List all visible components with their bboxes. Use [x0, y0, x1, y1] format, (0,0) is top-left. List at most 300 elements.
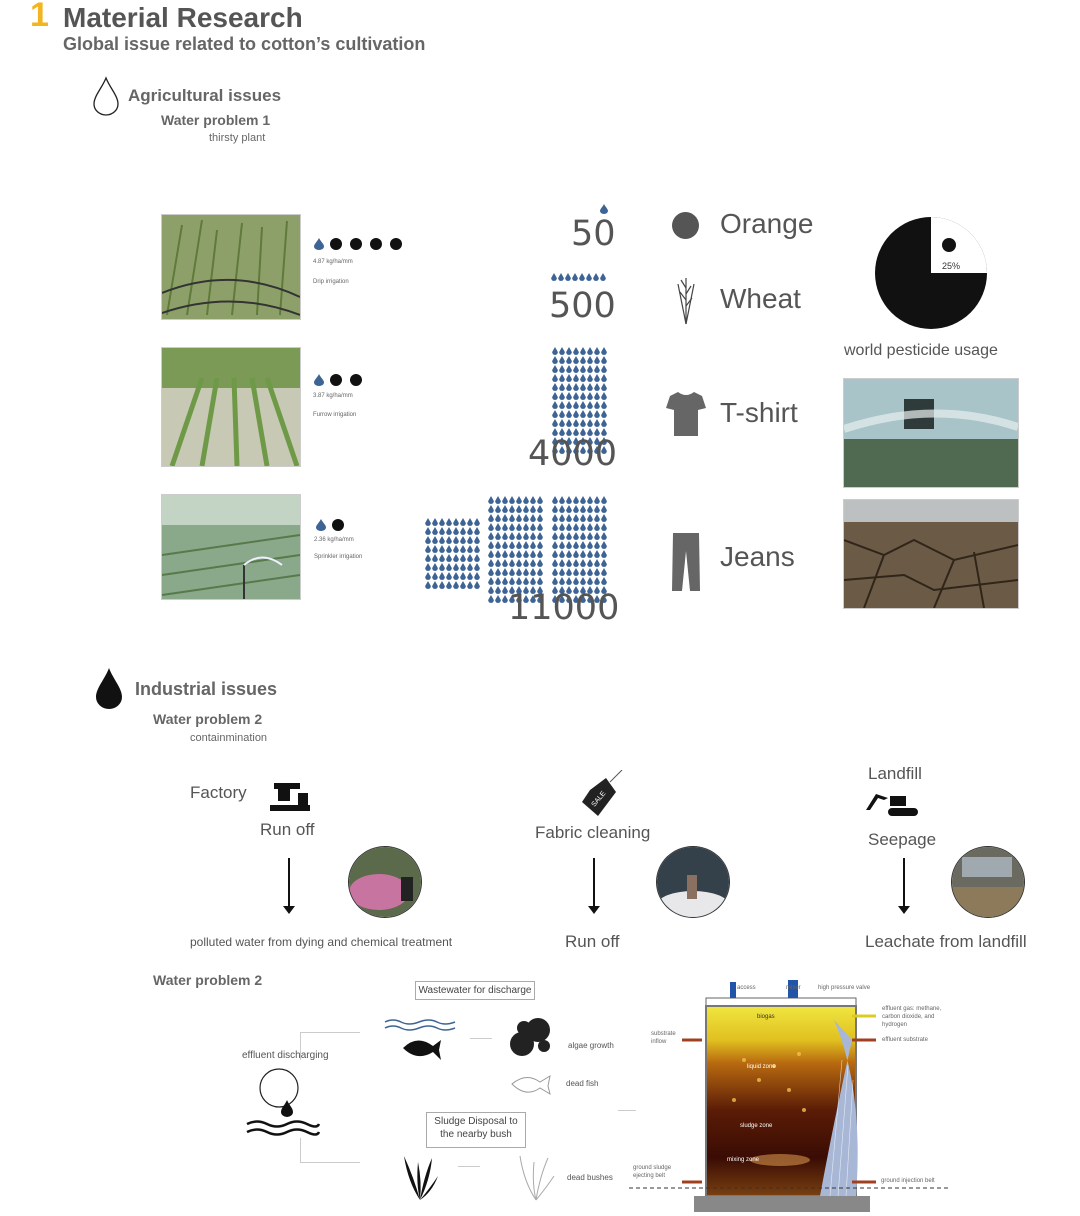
- water-drops-11000-b: [488, 496, 543, 603]
- water-drop-icon: [601, 374, 607, 382]
- water-drop-icon: [530, 568, 536, 576]
- water-drop-icon: [566, 374, 572, 382]
- sprinkler-irrigation-photo: [161, 494, 301, 600]
- count-tshirt: 4000: [528, 434, 618, 474]
- connector-line: [458, 1166, 480, 1167]
- water-drop-icon: [573, 532, 579, 540]
- water-drop-icon: [460, 536, 466, 544]
- water-drop-icon: [502, 505, 508, 513]
- water-drop-icon: [439, 536, 445, 544]
- water-drop-icon: [516, 532, 522, 540]
- water-drop-icon: [523, 496, 529, 504]
- water-drop-icon: [460, 518, 466, 526]
- water-drop-icon: [523, 568, 529, 576]
- pesticide-spraying-photo: [843, 378, 1019, 488]
- count-wheat: 500: [549, 286, 616, 326]
- water-drop-icon: [573, 374, 579, 382]
- factory-label: Factory: [190, 783, 247, 802]
- water-drop-icon: [587, 410, 593, 418]
- water-drop-icon: [587, 496, 593, 504]
- dead-fish-icon: [510, 1070, 552, 1096]
- water-drop-icon: [523, 559, 529, 567]
- flow-arrow: [903, 858, 905, 912]
- water-drop-icon: [573, 505, 579, 513]
- water-drop-icon: [552, 383, 558, 391]
- water-drop-icon: [594, 541, 600, 549]
- water-drop-icon: [509, 505, 515, 513]
- pie-caption: world pesticide usage: [844, 342, 998, 359]
- industrial-note: containmination: [190, 732, 268, 744]
- water-drop-icon: [559, 550, 565, 558]
- water-drop-icon: [587, 392, 593, 400]
- furrow-irrigation-photo: [161, 347, 301, 467]
- water-drop-icon: [566, 419, 572, 427]
- water-drop-icon: [552, 514, 558, 522]
- water-drop-icon: [314, 238, 324, 250]
- water-drop-icon: [559, 392, 565, 400]
- landfill-photo: [951, 846, 1025, 918]
- water-drop-icon: [425, 572, 431, 580]
- water-drop-icon: [601, 419, 607, 427]
- water-drop-icon: [523, 577, 529, 585]
- water-drop-icon: [580, 356, 586, 364]
- water-drop-icon: [600, 273, 606, 281]
- water-drop-icon: [446, 554, 452, 562]
- problem2-heading: Water problem 2: [153, 972, 263, 988]
- water-drop-icon: [467, 545, 473, 553]
- dg-access: access: [737, 985, 756, 991]
- water-drop-icon: [587, 347, 593, 355]
- water-drop-icon: [587, 532, 593, 540]
- water-drop-icon: [594, 505, 600, 513]
- sprinkler-value: 2.36 kg/ha/mm: [314, 537, 354, 543]
- water-drops-11000-c: [552, 496, 607, 603]
- water-drop-icon: [474, 518, 480, 526]
- water-drop-icon: [580, 347, 586, 355]
- water-drop-icon: [580, 392, 586, 400]
- cotton-ball-icon: [330, 238, 342, 250]
- item-tshirt: T-shirt: [720, 397, 798, 428]
- dg-gas: effluent gas: methane, carbon dioxide, and hydrogen: [882, 1006, 942, 1028]
- water-drop-icon: [439, 554, 445, 562]
- sludge-box: Sludge Disposal to the nearby bush: [426, 1112, 526, 1148]
- water-drop-icon: [446, 518, 452, 526]
- water-drop-icon: [537, 577, 543, 585]
- cotton-ball-icon: [942, 238, 956, 252]
- water-drop-icon: [580, 541, 586, 549]
- water-drop-icon: [552, 523, 558, 531]
- water-drop-icon: [488, 505, 494, 513]
- item-jeans: Jeans: [720, 541, 795, 572]
- water-drop-icon: [580, 523, 586, 531]
- drip-icon-row: [314, 238, 414, 252]
- water-drop-icon: [495, 505, 501, 513]
- water-drop-icon: [580, 374, 586, 382]
- water-drop-icon: [530, 577, 536, 585]
- water-drop-icon: [580, 505, 586, 513]
- water-drops-11000-a: [425, 518, 480, 589]
- water-drop-icon: [573, 401, 579, 409]
- water-drop-icon: [509, 532, 515, 540]
- water-drop-icon: [502, 541, 508, 549]
- water-drop-icon: [566, 568, 572, 576]
- water-drop-icon: [566, 496, 572, 504]
- water-drop-icon: [601, 392, 607, 400]
- water-drop-icon: [594, 514, 600, 522]
- water-drop-icon: [601, 505, 607, 513]
- water-drop-icon: [432, 563, 438, 571]
- furrow-type: Furrow irrigation: [313, 412, 357, 418]
- water-drop-icon: [566, 383, 572, 391]
- water-drop-icon: [495, 586, 501, 594]
- water-drop-icon: [594, 356, 600, 364]
- dead-bushes-label: dead bushes: [567, 1173, 613, 1182]
- water-drop-icon: [474, 536, 480, 544]
- water-drop-icon: [523, 541, 529, 549]
- water-drop-icon: [446, 536, 452, 544]
- water-drop-icon: [587, 505, 593, 513]
- water-drop-icon: [587, 523, 593, 531]
- drip-type: Drip irrigation: [313, 279, 349, 285]
- water-drop-icon: [488, 514, 494, 522]
- water-drop-icon: [516, 559, 522, 567]
- water-drop-icon: [432, 581, 438, 589]
- water-drop-icon: [600, 204, 608, 214]
- water-drop-icon: [530, 550, 536, 558]
- water-drop-icon: [573, 541, 579, 549]
- water-drop-icon: [425, 581, 431, 589]
- water-drop-icon: [594, 392, 600, 400]
- water-drop-icon: [594, 550, 600, 558]
- water-drop-icon: [474, 545, 480, 553]
- water-drop-icon: [587, 550, 593, 558]
- water-drop-icon: [594, 347, 600, 355]
- water-drop-icon: [530, 532, 536, 540]
- water-drop-icon: [537, 523, 543, 531]
- water-drop-icon: [587, 559, 593, 567]
- water-drop-icon: [587, 568, 593, 576]
- water-drop-icon: [552, 347, 558, 355]
- water-drop-icon: [425, 545, 431, 553]
- item-orange: Orange: [720, 208, 814, 239]
- water-drop-icon: [573, 347, 579, 355]
- water-drop-icon: [580, 419, 586, 427]
- water-drop-icon: [432, 536, 438, 544]
- water-drop-icon: [488, 523, 494, 531]
- water-drop-icon: [572, 273, 578, 281]
- water-drop-icon: [580, 383, 586, 391]
- dg-ground-eject: ground sludge ejecting belt: [633, 1165, 672, 1179]
- water-drop-icon: [537, 568, 543, 576]
- water-drop-icon: [453, 545, 459, 553]
- water-drop-icon: [594, 523, 600, 531]
- water-drop-icon: [601, 559, 607, 567]
- water-drop-icon: [488, 577, 494, 585]
- water-drop-icon: [460, 572, 466, 580]
- water-drop-icon: [566, 392, 572, 400]
- water-drop-icon: [601, 347, 607, 355]
- orange-icon: [672, 212, 699, 239]
- dg-mixing: mixing zone: [727, 1157, 760, 1163]
- page-subtitle: Global issue related to cotton’s cultivation: [63, 34, 426, 54]
- industrial-heading: Industrial issues: [135, 679, 278, 699]
- water-drop-icon: [586, 273, 592, 281]
- water-drop-icon: [573, 496, 579, 504]
- dg-biogas: biogas: [757, 1014, 775, 1020]
- water-drop-icon: [509, 496, 515, 504]
- water-drop-icon: [566, 514, 572, 522]
- water-drop-icon: [516, 523, 522, 531]
- water-drop-icon: [516, 541, 522, 549]
- water-drop-icon: [566, 505, 572, 513]
- water-drop-icon: [502, 568, 508, 576]
- water-drop-icon: [488, 541, 494, 549]
- water-drop-icon: [537, 496, 543, 504]
- water-drop-icon: [559, 347, 565, 355]
- water-drop-icon: [509, 550, 515, 558]
- water-drop-icon: [593, 273, 599, 281]
- dg-ground-inj: ground injection belt: [881, 1178, 935, 1184]
- water-drop-icon: [594, 383, 600, 391]
- water-drop-icon: [446, 563, 452, 571]
- water-drop-icon: [594, 568, 600, 576]
- water-drop-icon: [495, 514, 501, 522]
- water-drop-icon: [558, 273, 564, 281]
- dead-fish-label: dead fish: [566, 1079, 599, 1088]
- water-drop-icon: [565, 273, 571, 281]
- water-drop-icon: [573, 419, 579, 427]
- water-drop-icon: [523, 514, 529, 522]
- water-drop-icon: [587, 383, 593, 391]
- water-drop-icon: [601, 356, 607, 364]
- water-drop-icon: [488, 550, 494, 558]
- water-drop-icon: [425, 527, 431, 535]
- water-drop-icon: [530, 559, 536, 567]
- water-drop-icon: [523, 550, 529, 558]
- wastewater-box: Wastewater for discharge: [415, 981, 535, 1000]
- water-drop-icon: [559, 356, 565, 364]
- jeans-icon: [671, 533, 701, 591]
- sale-tag-icon: [578, 770, 624, 820]
- water-drop-icon: [509, 577, 515, 585]
- water-drop-icon: [495, 532, 501, 540]
- water-drop-icon: [467, 563, 473, 571]
- water-drop-icon: [601, 383, 607, 391]
- drip-irrigation-photo: [161, 214, 301, 320]
- fabric-cleaning-photo: [656, 846, 730, 918]
- water-drop-icon: [474, 527, 480, 535]
- water-drop-icon: [460, 554, 466, 562]
- water-drop-icon: [601, 532, 607, 540]
- water-drop-icon: [601, 523, 607, 531]
- water-drop-icon: [446, 545, 452, 553]
- water-drop-icon: [488, 559, 494, 567]
- water-drop-icon: [467, 527, 473, 535]
- water-drop-icon: [425, 554, 431, 562]
- water-drop-icon: [439, 581, 445, 589]
- connector-line: [300, 1032, 360, 1033]
- water-drop-icon: [439, 518, 445, 526]
- water-drop-icon: [502, 532, 508, 540]
- water-drop-icon: [446, 581, 452, 589]
- water-drop-icon: [537, 550, 543, 558]
- water-drop-icon: [530, 523, 536, 531]
- water-drop-icon: [537, 532, 543, 540]
- landfill-label: Landfill: [868, 764, 922, 783]
- water-drop-icon: [516, 577, 522, 585]
- dg-hpv: high pressure valve: [818, 985, 871, 991]
- water-drop-icon: [580, 410, 586, 418]
- water-drop-icon: [594, 401, 600, 409]
- water-drop-icon: [587, 356, 593, 364]
- water-drop-icon: [552, 374, 558, 382]
- water-drop-icon: [580, 365, 586, 373]
- effluent-label: effluent discharging: [242, 1050, 329, 1061]
- water-drop-icon: [587, 365, 593, 373]
- drip-value: 4.87 kg/ha/mm: [313, 259, 353, 265]
- water-drop-icon: [601, 541, 607, 549]
- water-drop-icon: [432, 527, 438, 535]
- water-drop-icon: [509, 541, 515, 549]
- water-drop-icon: [566, 532, 572, 540]
- water-drop-icon: [601, 568, 607, 576]
- water-drops-500: [551, 273, 606, 281]
- water-drop-icon: [552, 577, 558, 585]
- water-drop-icon: [559, 419, 565, 427]
- water-drop-icon: [594, 365, 600, 373]
- water-drop-icon: [439, 563, 445, 571]
- drought-cracked-earth-photo: [843, 499, 1019, 609]
- agri-heading: Agricultural issues: [128, 86, 282, 105]
- flow-arrow: [593, 858, 595, 912]
- water-drop-icon: [601, 365, 607, 373]
- water-drop-icon: [495, 595, 501, 603]
- water-drop-icon: [316, 519, 326, 531]
- water-drop-icon: [488, 496, 494, 504]
- polluted-water-photo: [348, 846, 422, 918]
- cotton-ball-icon: [350, 238, 362, 250]
- algae-label: algae growth: [568, 1041, 614, 1050]
- count-orange: 50: [571, 214, 616, 254]
- water-drop-icon: [523, 505, 529, 513]
- water-drop-icon: [460, 545, 466, 553]
- water-drop-icon: [601, 496, 607, 504]
- water-drop-icon: [502, 523, 508, 531]
- water-drop-icon: [460, 563, 466, 571]
- fabric-cleaning-label: Fabric cleaning: [535, 823, 651, 842]
- water-drop-icon: [587, 577, 593, 585]
- water-drop-icon: [559, 577, 565, 585]
- water-drop-icon: [552, 559, 558, 567]
- water-drop-icon: [439, 572, 445, 580]
- water-drop-icon: [580, 559, 586, 567]
- water-drop-icon: [516, 568, 522, 576]
- water-drop-icon: [559, 496, 565, 504]
- water-drop-icon: [566, 559, 572, 567]
- water-drop-icon: [559, 568, 565, 576]
- water-drop-icon: [573, 568, 579, 576]
- water-drop-icon: [495, 550, 501, 558]
- water-drop-icon: [552, 541, 558, 549]
- excavator-icon: [862, 788, 920, 818]
- water-drop-filled-icon: [95, 666, 123, 710]
- water-drop-icon: [552, 550, 558, 558]
- page-title: Material Research: [63, 2, 303, 33]
- water-drop-icon: [573, 392, 579, 400]
- count-jeans: 11000: [508, 588, 620, 628]
- water-drop-icon: [594, 374, 600, 382]
- water-drop-icon: [488, 595, 494, 603]
- water-drop-icon: [587, 514, 593, 522]
- water-drop-icon: [580, 514, 586, 522]
- water-drop-icon: [566, 577, 572, 585]
- dg-mixer: mixer: [786, 985, 801, 991]
- dg-inflow: substrate inflow: [651, 1031, 676, 1045]
- water-drop-icon: [439, 527, 445, 535]
- water-drop-icon: [495, 568, 501, 576]
- water-drop-icon: [573, 356, 579, 364]
- water-drop-icon: [552, 356, 558, 364]
- water-fish-icon: [383, 1018, 457, 1062]
- furrow-value: 3.87 kg/ha/mm: [313, 393, 353, 399]
- water-drop-icon: [516, 496, 522, 504]
- water-drop-icon: [502, 577, 508, 585]
- water-drop-icon: [559, 532, 565, 540]
- water-drop-icon: [552, 568, 558, 576]
- water-drop-icon: [559, 559, 565, 567]
- water-drop-icon: [594, 559, 600, 567]
- caption-leachate: Leachate from landfill: [865, 932, 1027, 951]
- water-drop-icon: [453, 563, 459, 571]
- water-drop-icon: [579, 273, 585, 281]
- water-drop-icon: [530, 514, 536, 522]
- water-drop-icon: [594, 496, 600, 504]
- water-drop-icon: [559, 401, 565, 409]
- water-drop-icon: [559, 365, 565, 373]
- water-drop-icon: [460, 527, 466, 535]
- furrow-icon-row: [314, 374, 374, 388]
- water-drop-icon: [495, 559, 501, 567]
- water-drop-icon: [551, 273, 557, 281]
- water-drop-icon: [552, 419, 558, 427]
- water-drop-icon: [559, 505, 565, 513]
- water-drop-icon: [552, 410, 558, 418]
- connector-line: [470, 1038, 492, 1039]
- water-drop-icon: [509, 523, 515, 531]
- water-drop-icon: [601, 577, 607, 585]
- water-drop-icon: [432, 518, 438, 526]
- water-drop-icon: [495, 541, 501, 549]
- water-drop-icon: [566, 550, 572, 558]
- water-drop-icon: [495, 577, 501, 585]
- pie-percent-label: 25%: [942, 261, 961, 271]
- water-drop-icon: [594, 419, 600, 427]
- dg-liquid: liquid zone: [747, 1064, 776, 1070]
- tshirt-icon: [666, 390, 706, 438]
- water-drop-icon: [474, 572, 480, 580]
- water-drop-icon: [516, 514, 522, 522]
- water-drop-icon: [587, 419, 593, 427]
- item-wheat: Wheat: [720, 283, 801, 314]
- water-drop-icon: [594, 410, 600, 418]
- water-drop-icon: [587, 374, 593, 382]
- water-drop-icon: [502, 514, 508, 522]
- water-drop-icon: [552, 392, 558, 400]
- water-drop-icon: [559, 374, 565, 382]
- water-drop-icon: [594, 577, 600, 585]
- water-drop-icon: [594, 532, 600, 540]
- water-drop-icon: [566, 347, 572, 355]
